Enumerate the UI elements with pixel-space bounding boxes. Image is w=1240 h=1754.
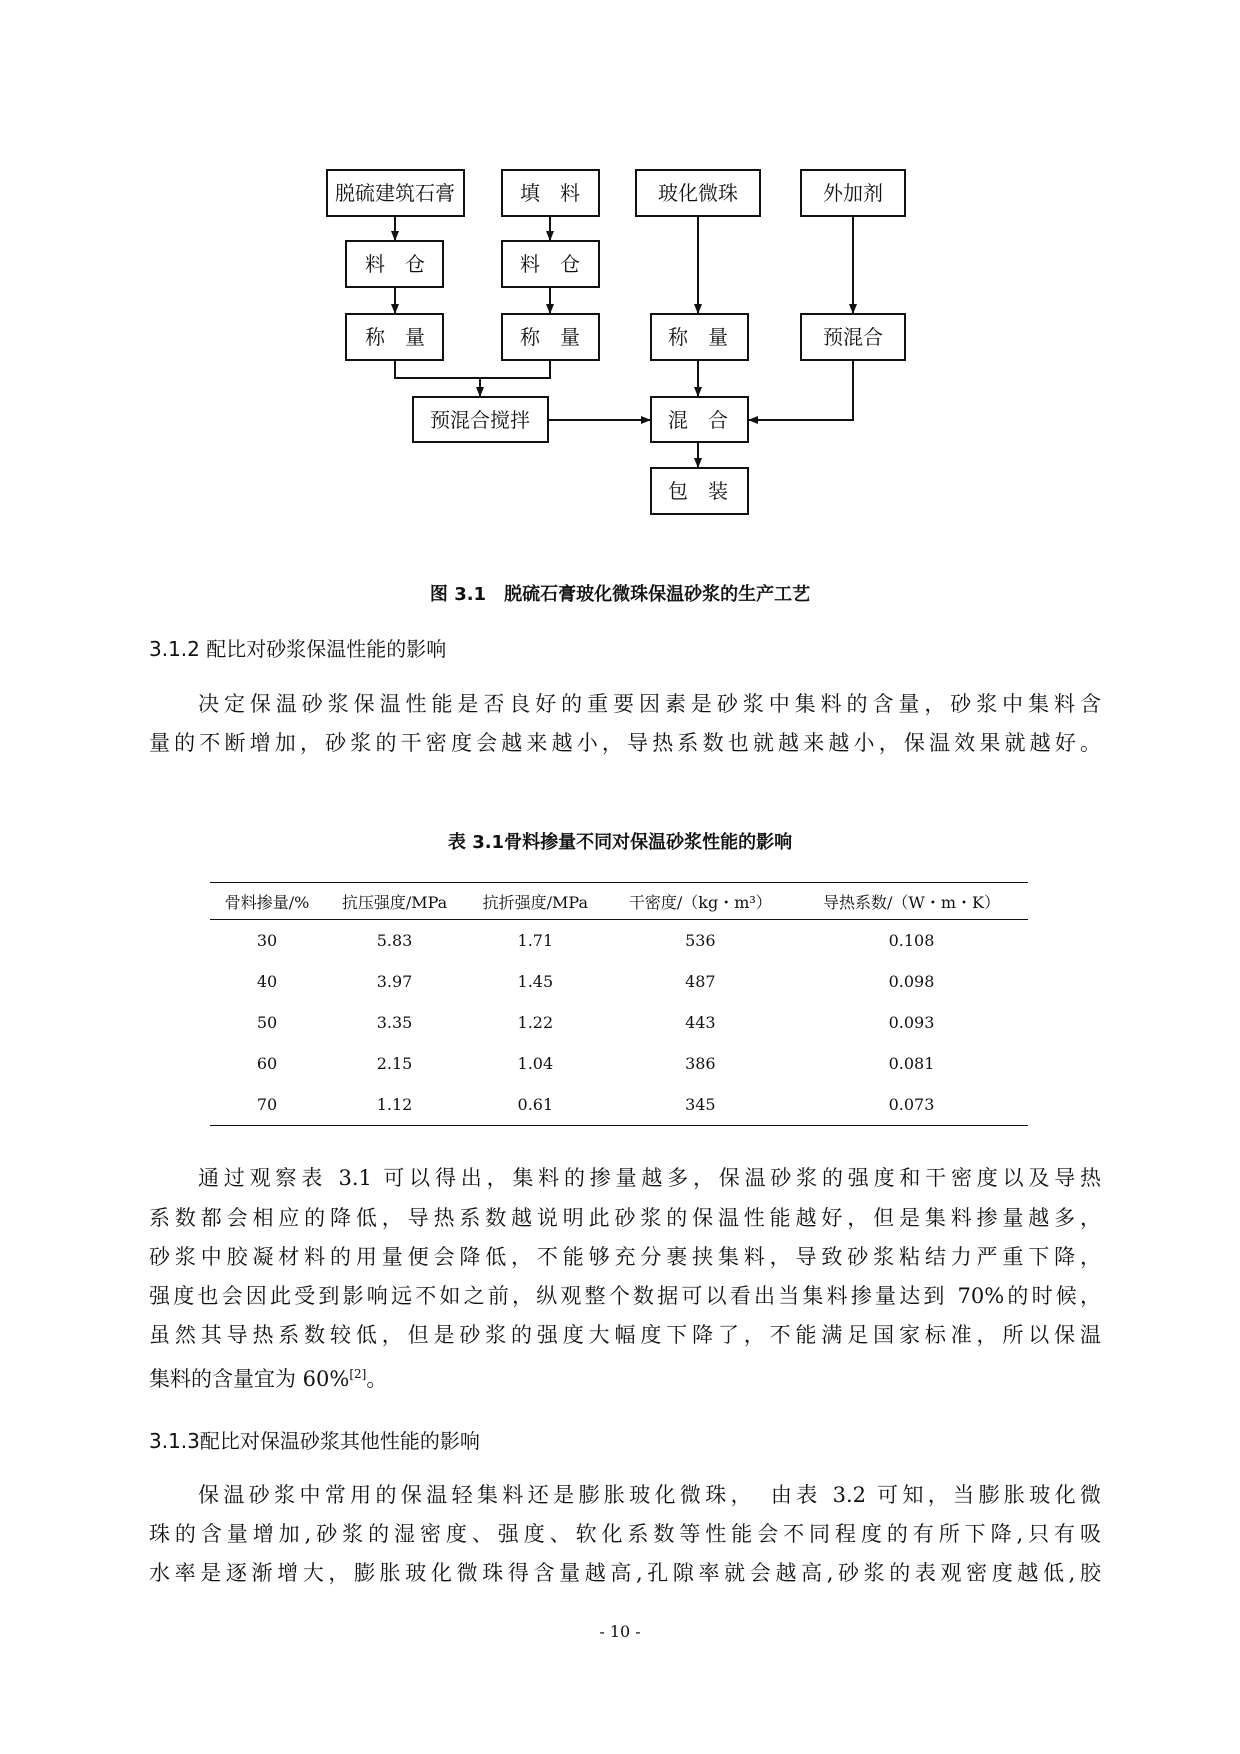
table-row xyxy=(210,961,1028,1002)
table-cell: 443 xyxy=(685,1013,716,1032)
table-cell: 1.04 xyxy=(517,1054,554,1073)
paragraph-line: 虽然其导热系数较低，但是砂浆的强度大幅度下降了，不能满足国家标准，所以保温 xyxy=(149,1323,1101,1347)
table-row xyxy=(210,1043,1028,1084)
column-header: 抗压强度/MPa xyxy=(341,892,448,912)
column-header: 骨料掺量/% xyxy=(224,892,310,912)
label: 料 仓 xyxy=(520,252,580,276)
table-cell: 536 xyxy=(685,931,716,950)
label: 混 合 xyxy=(668,408,728,432)
label: 称 量 xyxy=(668,325,728,349)
table-cell: 487 xyxy=(685,972,716,991)
paragraph-line: 水率是逐渐增大，膨胀玻化微珠得含量越高,孔隙率就会越高,砂浆的表观密度越低,胶 xyxy=(149,1561,1101,1585)
table-cell: 70 xyxy=(256,1095,278,1114)
table-header-row xyxy=(210,883,1028,920)
paragraph-line: 保温砂浆中常用的保温轻集料还是膨胀玻化微珠， 由表 3.2 可知，当膨胀玻化微 xyxy=(198,1483,1101,1507)
column-header: 干密度/（kg・m³） xyxy=(628,892,772,912)
table-cell: 50 xyxy=(256,1013,278,1032)
table-cell: 1.22 xyxy=(517,1013,554,1032)
column-header: 抗折强度/MPa xyxy=(482,892,589,912)
table-cell: 0.108 xyxy=(888,931,935,950)
paragraph-line: 量的不断增加，砂浆的干密度会越来越小，导热系数也就越来越小，保温效果就越好。 xyxy=(149,731,1101,755)
table-cell: 0.093 xyxy=(888,1013,935,1032)
table-cell: 345 xyxy=(685,1095,716,1114)
paragraph-line: 强度也会因此受到影响远不如之前，纵观整个数据可以看出当集料掺量达到 70%的时候， xyxy=(149,1284,1101,1308)
label: 预混合搅拌 xyxy=(430,408,530,432)
figure-caption: 图 3.1 脱硫石膏玻化微珠保温砂浆的生产工艺 xyxy=(429,584,811,605)
paragraph-line: 系数都会相应的降低，导热系数越说明此砂浆的保温性能越好，但是集料掺量越多， xyxy=(149,1206,1101,1230)
label: 称 量 xyxy=(365,325,425,349)
label: 脱硫建筑石膏 xyxy=(335,181,455,205)
table-cell: 0.61 xyxy=(517,1095,554,1114)
table-row xyxy=(210,920,1028,962)
table-cell: 0.098 xyxy=(888,972,935,991)
label: 包 装 xyxy=(668,479,728,503)
connector xyxy=(395,360,550,378)
table-cell: 40 xyxy=(256,972,278,991)
table-cell: 3.35 xyxy=(376,1013,413,1032)
section-heading: 3.1.3配比对保温砂浆其他性能的影响 xyxy=(149,1429,480,1453)
table-cell: 1.12 xyxy=(376,1095,413,1114)
page-number: - 10 - xyxy=(599,1622,641,1641)
table-cell: 1.45 xyxy=(517,972,554,991)
table-cell: 1.71 xyxy=(517,931,554,950)
label: 料 仓 xyxy=(365,252,425,276)
paragraph-line: 珠的含量增加,砂浆的湿密度、强度、软化系数等性能会不同程度的有所下降,只有吸 xyxy=(149,1522,1101,1546)
paragraph-line: 砂浆中胶凝材料的用量便会降低，不能够充分裹挟集料，导致砂浆粘结力严重下降， xyxy=(149,1245,1101,1269)
citation: [2] xyxy=(349,1367,367,1381)
production-flowchart xyxy=(0,0,1240,540)
table-title: 表 3.1骨料掺量不同对保温砂浆性能的影响 xyxy=(447,832,793,853)
paragraph-line: 通过观察表 3.1 可以得出，集料的掺量越多，保温砂浆的强度和干密度以及导热 xyxy=(198,1166,1101,1190)
table-cell: 0.081 xyxy=(888,1054,935,1073)
table-row xyxy=(210,1084,1028,1126)
table-row xyxy=(210,1002,1028,1043)
table-cell: 30 xyxy=(256,931,278,950)
label: 称 量 xyxy=(520,325,580,349)
text: 集料的含量宜为 60% xyxy=(149,1367,350,1391)
table-cell: 60 xyxy=(256,1054,278,1073)
label: 填 料 xyxy=(520,181,580,205)
label: 预混合 xyxy=(823,325,883,349)
text: 。 xyxy=(366,1367,388,1391)
label: 玻化微珠 xyxy=(658,181,738,205)
label: 外加剂 xyxy=(823,181,883,205)
table-cell: 5.83 xyxy=(376,931,413,950)
data-table xyxy=(210,882,1028,1126)
paragraph-line xyxy=(149,1359,387,1394)
arrow xyxy=(749,360,853,420)
table-cell: 3.97 xyxy=(376,972,413,991)
column-header: 导热系数/（W・m・K） xyxy=(822,892,1000,912)
table-cell: 2.15 xyxy=(376,1054,413,1073)
paragraph-line: 决定保温砂浆保温性能是否良好的重要因素是砂浆中集料的含量，砂浆中集料含 xyxy=(198,692,1101,716)
table-cell: 386 xyxy=(685,1054,716,1073)
table-cell: 0.073 xyxy=(888,1095,935,1114)
section-heading: 3.1.2 配比对砂浆保温性能的影响 xyxy=(149,637,447,661)
